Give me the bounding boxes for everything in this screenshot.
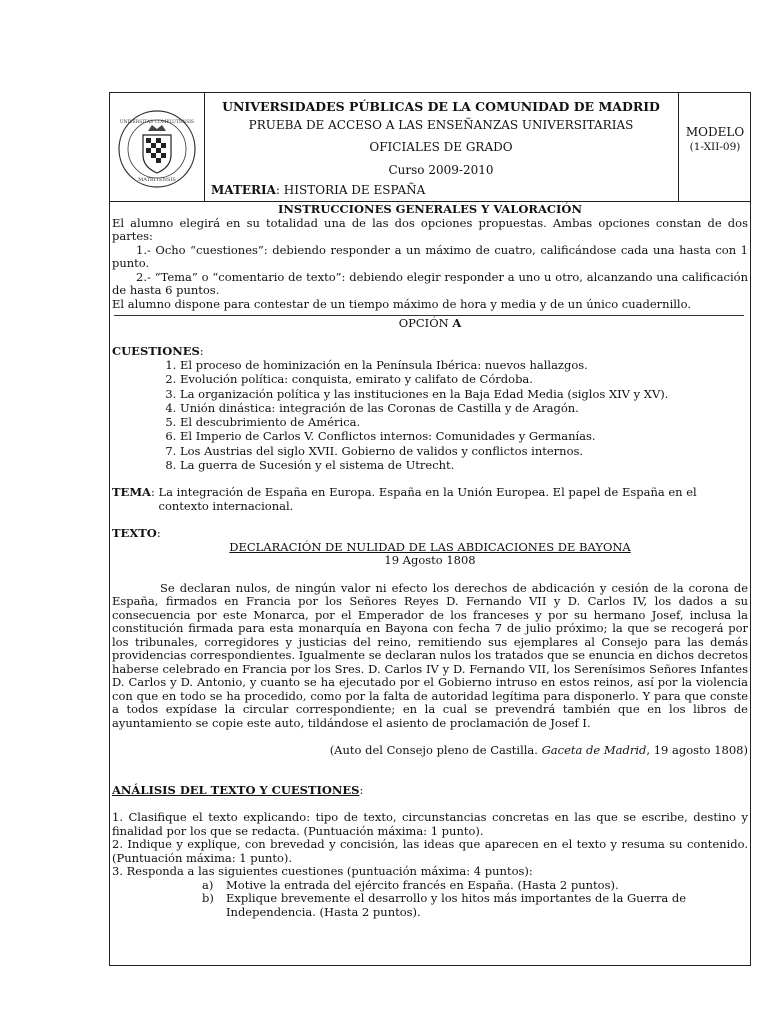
materia-value: : HISTORIA DE ESPAÑA bbox=[275, 183, 426, 197]
sub-text: Motive la entrada del ejército francés en España. (Hasta 2 puntos). bbox=[226, 877, 619, 892]
list-item: 8. La guerra de Sucesión y el sistema de Utrecht. bbox=[180, 458, 748, 472]
texto-date: 19 Agosto 1808 bbox=[384, 553, 476, 568]
materia-label: MATERIA bbox=[211, 183, 276, 197]
tema-text: La integración de España en Europa. España en la Unión Europea. El papel de España en el contexto internacional. bbox=[158, 485, 697, 513]
texto-heading: TEXTO: bbox=[112, 526, 161, 541]
list-item: 5. El descubrimiento de América. bbox=[180, 415, 748, 429]
seal-emblem-icon bbox=[110, 93, 204, 201]
analisis-q1: 1. Clasifique el texto explicando: tipo de texto, circunstancias concretas en las que se escribe, destino y finalidad por los que se redacta. (Puntuación máxima: 1 punto). bbox=[112, 810, 748, 838]
texto-body: Se declaran nulos, de ningún valor ni efecto los derechos de abdicación y cesión de la corona de España, firmados en Francia por los Señores Reyes D. Fernando VII y D. Carlos IV, los dados a su consecuencia por este Monarca, por el Emperador de los franceses y por su hermano Josef, inclusa la constitución firmada para esta monarquía en Bayona con fecha 7 de julio próximo; la que se recogerá por los tribunales, corregidores y justicias del reino, remitiendo sus ejemplares al Consejo para las demás providencias correspondientes. Igualmente se declaran nulos los tratados que se enuncia en dichos decretos haberse celebrado en Francia por los Sres. D. Carlos IV y D. Fernando VII, los Serenísimos Señores Infantes D. Carlos y D. Antonio, y cuanto se ha ejecutado por el Gobierno intruso en estos reinos, así por la violencia con que en todo se ha procedido, como por la falta de autoridad legítima para disponerlo. Y para que conste a todos expídase la circular correspondiente; en la cual se prevendrá también que en los libros de ayuntamiento se copie este auto, tildándose el asiento de proclamación de Josef I. bbox=[112, 580, 748, 730]
option-letter: A bbox=[452, 316, 462, 330]
seal-text-bottom: MATRITENSIS bbox=[138, 177, 176, 183]
materia-line bbox=[211, 183, 425, 197]
option-prefix: OPCIÓN bbox=[398, 316, 453, 330]
analisis-q2: 2. Indique y explique, con brevedad y concisión, las ideas que aparecen en el texto y resuma su contenido. (Puntuación máxima: 1 punto). bbox=[112, 837, 748, 865]
exam-title-line1: PRUEBA DE ACCESO A LAS ENSEÑANZAS UNIVERSITARIAS bbox=[248, 118, 634, 132]
tema-heading: TEMA: bbox=[112, 485, 159, 500]
sub-label: a) bbox=[202, 877, 214, 892]
list-item bbox=[202, 879, 748, 893]
tema-label: TEMA bbox=[112, 485, 151, 500]
seal-text-top: UNIVERSITAS COMPLUTENSIS bbox=[119, 120, 195, 125]
university-title: UNIVERSIDADES PÚBLICAS DE LA COMUNIDAD DE MADRID bbox=[222, 99, 660, 114]
texto-title: DECLARACIÓN DE NULIDAD DE LAS ABDICACIONES DE BAYONA bbox=[229, 539, 631, 554]
list-item: 6. El Imperio de Carlos V. Conflictos internos: Comunidades y Germanías. bbox=[180, 429, 748, 443]
instructions-p3: 2.- “Tema” o “comentario de texto”: debiendo elegir responder a uno u otro, alcanzando una calificación de hasta 6 puntos. bbox=[112, 269, 748, 297]
exam-body bbox=[112, 203, 748, 919]
university-seal bbox=[110, 93, 205, 201]
modelo-label: MODELO bbox=[685, 125, 745, 139]
instructions-title: INSTRUCCIONES GENERALES Y VALORACIÓN bbox=[278, 202, 582, 216]
texto-source bbox=[112, 744, 748, 758]
list-item: 2. Evolución política: conquista, emirato y califato de Córdoba. bbox=[180, 372, 748, 386]
source-post: , 19 agosto 1808) bbox=[646, 743, 748, 758]
analisis-q3: 3. Responda a las siguientes cuestiones (puntuación máxima: 4 puntos): bbox=[112, 864, 533, 879]
sub-label: b) bbox=[202, 891, 214, 906]
exam-page bbox=[109, 92, 751, 966]
exam-title-line2: OFICIALES DE GRADO bbox=[369, 140, 513, 154]
instructions-p4: El alumno dispone para contestar de un tiempo máximo de hora y media y de un único cuadernillo. bbox=[112, 296, 691, 311]
tema-section bbox=[112, 486, 748, 513]
cuestiones-list bbox=[112, 358, 748, 472]
analisis-heading: ANÁLISIS DEL TEXTO Y CUESTIONES: bbox=[112, 782, 364, 797]
source-pre: (Auto del Consejo pleno de Castilla. bbox=[329, 743, 542, 758]
sub-text: Explique brevemente el desarrollo y los hitos más importantes de la Guerra de Independencia. (Hasta 2 puntos). bbox=[226, 891, 687, 919]
modelo-box bbox=[678, 93, 751, 201]
analisis-label: ANÁLISIS DEL TEXTO Y CUESTIONES bbox=[112, 782, 360, 797]
exam-header bbox=[110, 93, 750, 202]
cuestiones-label: CUESTIONES bbox=[112, 343, 200, 358]
list-item: 7. Los Austrias del siglo XVII. Gobierno de validos y conflictos internos. bbox=[180, 444, 748, 458]
cuestiones-heading: CUESTIONES: bbox=[112, 343, 204, 358]
instructions-p2: 1.- Ocho “cuestiones”: debiendo responder a un máximo de cuatro, calificándose cada una hasta con 1 punto. bbox=[112, 242, 748, 270]
modelo-date: (1-XII-09) bbox=[689, 141, 741, 153]
analisis-q3-subitems bbox=[202, 879, 748, 920]
instructions-p1: El alumno elegirá en su totalidad una de las dos opciones propuestas. Ambas opciones constan de dos partes: bbox=[112, 215, 748, 243]
list-item: 3. La organización política y las instituciones en la Baja Edad Media (siglos XIV y XV). bbox=[180, 387, 748, 401]
list-item: 4. Unión dinástica: integración de las Coronas de Castilla y de Aragón. bbox=[180, 401, 748, 415]
option-heading bbox=[112, 317, 748, 331]
exam-header-titles bbox=[205, 93, 677, 201]
source-italic: Gaceta de Madrid bbox=[541, 743, 647, 758]
course-year: Curso 2009-2010 bbox=[388, 163, 494, 177]
list-item bbox=[202, 892, 748, 919]
list-item: 1. El proceso de hominización en la Península Ibérica: nuevos hallazgos. bbox=[180, 358, 748, 372]
texto-label: TEXTO bbox=[112, 526, 157, 541]
